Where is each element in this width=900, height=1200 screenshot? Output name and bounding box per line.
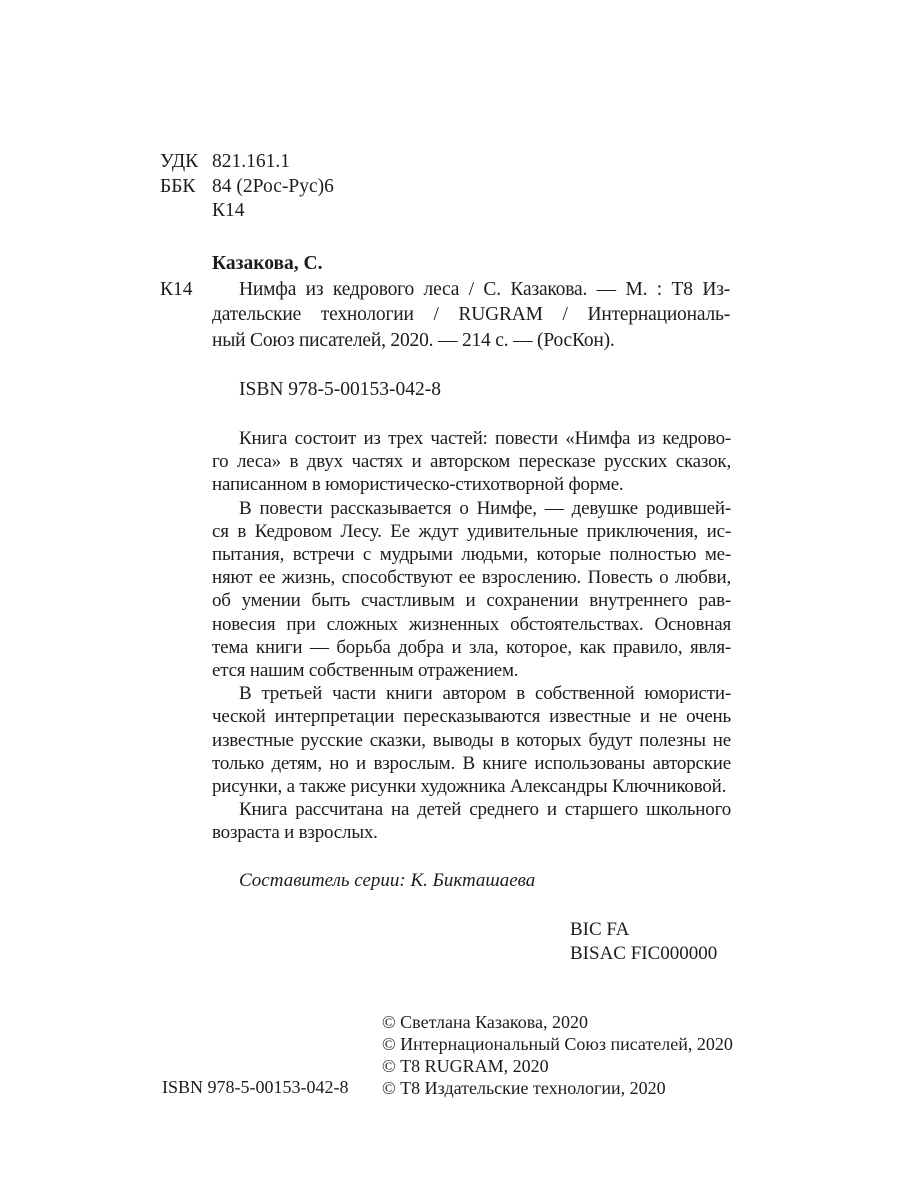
annotation-line: возраста и взрослых. [212, 822, 378, 844]
catalog-entry [160, 277, 730, 354]
annotation-line: тема книги — борьба добра и зла, которое, как правило, явля- [212, 636, 731, 658]
annotation-line: ческой интерпретации пересказываются известные и не очень [212, 706, 731, 728]
annotation-line: только детям, но и взрослым. В книге использованы авторские [212, 752, 731, 774]
annotation-line: известные русские сказки, выводы в которых будут полезны не [212, 729, 731, 751]
annotation-paragraph [212, 497, 731, 683]
footer-isbn: ISBN 978-5-00153-042-8 [162, 1077, 349, 1097]
udk-label: УДК [160, 151, 199, 172]
annotation-line: ется нашим собственным отражением. [212, 660, 519, 682]
bisac-code: BISAC FIC000000 [570, 942, 718, 964]
bbk-label: ББК [160, 175, 196, 197]
copyright-line: © Т8 RUGRAM, 2020 [382, 1056, 549, 1077]
catalog-block [160, 252, 730, 353]
copyright-line: © Т8 Издательские технологии, 2020 [382, 1078, 666, 1099]
catalog-entry-line: дательские технологии / RUGRAM / Интернациональ- [212, 304, 730, 325]
annotation-line: рисунки, а также рисунки художника Александры Ключниковой. [212, 776, 727, 798]
annotation-line: новесия при сложных жизненных обстоятельствах. Основная [212, 613, 731, 635]
udk-row [160, 150, 334, 175]
annotation-paragraph [212, 682, 731, 798]
bbk-value: 84 (2Рос-Рус)6 [212, 175, 334, 197]
annotation-block [212, 427, 731, 845]
annotation-paragraph [212, 798, 731, 844]
annotation-line: пытания, встречи с мудрыми людьми, которые полностью ме- [212, 544, 731, 566]
copyright-line: © Интернациональный Союз писателей, 2020 [382, 1034, 733, 1055]
author-code: К14 [212, 200, 245, 221]
isbn-top: ISBN 978-5-00153-042-8 [239, 379, 442, 400]
bic-code: BIC FA [570, 919, 630, 940]
copyright-line: © Светлана Казакова, 2020 [382, 1012, 589, 1032]
catalog-entry-line: Нимфа из кедрового леса / С. Казакова. — М. : Т8 Из- [239, 278, 730, 300]
annotation-line: Книга рассчитана на детей среднего и старшего школьного [239, 799, 731, 821]
bbk-row [160, 175, 334, 200]
series-compiler: Составитель серии: К. Бикташаева [239, 870, 536, 891]
annotation-line: В третьей части книги автором в собственной юмористи- [239, 683, 731, 705]
annotation-line: об умении быть счастливым и сохранении внутреннего рав- [212, 590, 731, 612]
annotation-line: Книга состоит из трех частей: повести «Нимфа из кедрово- [239, 428, 731, 449]
annotation-line: го леса» в двух частях и авторском пересказе русских сказок, [212, 451, 731, 473]
classification-block [160, 150, 334, 224]
annotation-line: написанном в юмористическо-стихотворной форме. [212, 474, 624, 496]
annotation-line: В повести рассказывается о Нимфе, — девушке родившей- [239, 497, 731, 519]
catalog-entry-code: К14 [160, 278, 193, 300]
author-code-spacer [160, 199, 212, 224]
catalog-entry-lines [212, 277, 730, 354]
annotation-line: няют ее жизнь, способствуют ее взрослению. Повесть о любви, [212, 567, 731, 589]
codes-block [570, 918, 717, 965]
annotation-paragraph [212, 427, 731, 497]
author-code-row [160, 199, 334, 224]
catalog-author: Казакова, С. [212, 253, 323, 274]
annotation-line: ся в Кедровом Лесу. Ее ждут удивительные приключения, ис- [212, 520, 731, 542]
udk-value: 821.161.1 [212, 151, 290, 172]
catalog-entry-line: ный Союз писателей, 2020. — 214 с. — (РосКон). [212, 329, 615, 351]
copyright-list [382, 1011, 733, 1099]
